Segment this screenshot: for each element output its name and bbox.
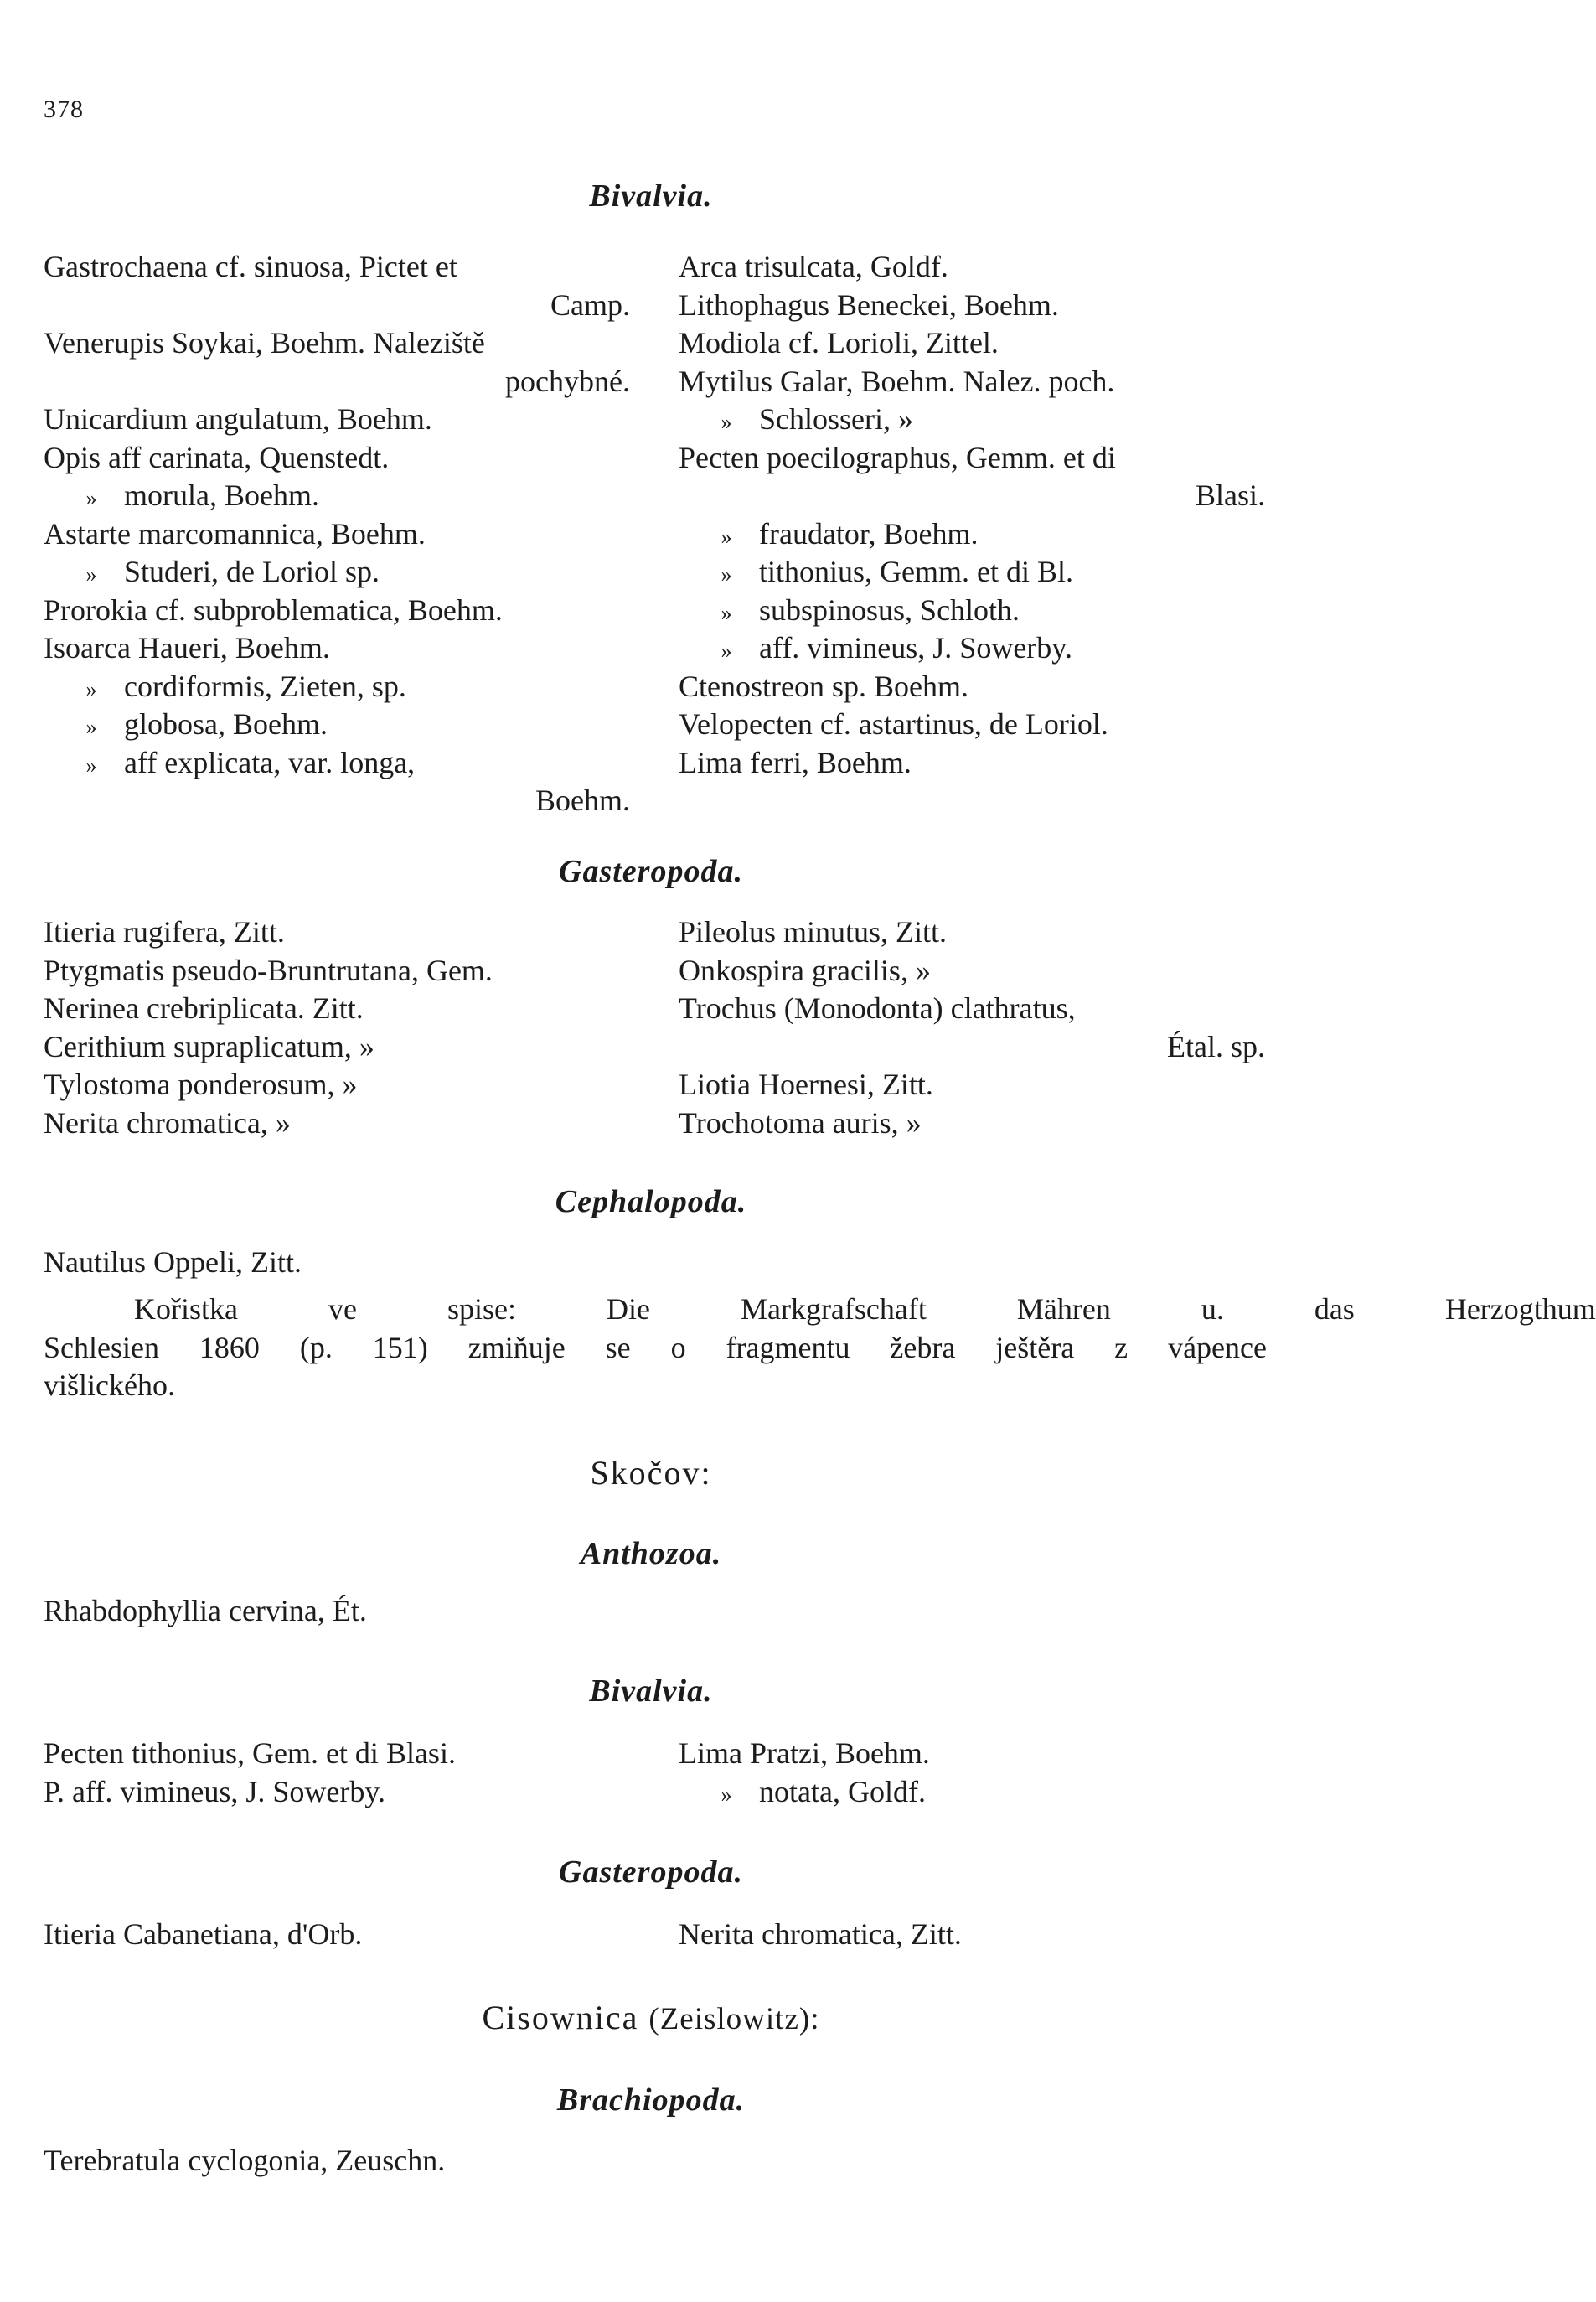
species-name: Nerinea crebriplicata. Zitt. <box>44 991 364 1025</box>
species-name: Étal. sp. <box>1167 1029 1265 1063</box>
species-name: Blasi. <box>1195 479 1265 512</box>
species-entry <box>679 248 1265 287</box>
heading-skocov-bivalvia: Bivalvia. <box>589 1673 713 1709</box>
species-entry <box>679 629 1265 668</box>
paragraph-word: vápence <box>1168 1330 1267 1364</box>
paragraph-word: 1860 <box>199 1330 260 1364</box>
skocov-gasteropoda-right-column <box>679 1916 1265 1954</box>
species-entry <box>679 363 1265 401</box>
ditto-mark: » <box>721 1782 732 1807</box>
paragraph-word: das <box>1314 1292 1355 1326</box>
species-entry <box>44 592 630 630</box>
paragraph-word: (p. <box>299 1330 333 1364</box>
species-entry <box>679 668 1265 706</box>
ditto-mark: » <box>721 410 732 434</box>
species-name: pochybné. <box>505 364 630 398</box>
species-entry <box>44 439 630 478</box>
paragraph-word: Herzogthum <box>1444 1292 1596 1326</box>
species-entry <box>44 744 630 783</box>
species-name: Pecten tithonius, Gem. et di Blasi. <box>44 1736 456 1770</box>
paragraph-word: Mähren <box>1016 1292 1111 1326</box>
species-name: Ptygmatis pseudo-Bruntrutana, Gem. <box>44 953 493 987</box>
ditto-mark: » <box>721 600 732 625</box>
species-entry <box>44 324 630 363</box>
species-entry-continuation <box>679 1028 1265 1067</box>
species-entry <box>679 1066 1265 1104</box>
koristka-paragraph <box>44 1291 1596 1405</box>
species-entry <box>44 1104 630 1143</box>
species-entry <box>44 1028 630 1067</box>
ditto-mark: » <box>721 562 732 587</box>
species-entry <box>44 1735 630 1773</box>
species-entry-continuation <box>44 287 630 325</box>
species-name: Nautilus Oppeli, Zitt. <box>44 1245 302 1279</box>
species-entry <box>44 668 630 706</box>
species-name: Astarte marcomannica, Boehm. <box>44 516 426 551</box>
species-entry <box>44 1773 630 1812</box>
species-entry <box>44 706 630 744</box>
species-entry <box>44 248 630 287</box>
locality-cisownica-title: Cisownica <box>482 1999 639 2036</box>
species-entry <box>44 2142 630 2180</box>
heading-cephalopoda: Cephalopoda. <box>555 1184 747 1219</box>
ditto-mark: » <box>721 524 732 549</box>
species-entry <box>44 629 630 668</box>
heading-brachiopoda: Brachiopoda. <box>556 2082 746 2118</box>
species-name: Mytilus Galar, Boehm. Nalez. poch. <box>679 364 1115 398</box>
species-entry <box>679 553 1265 592</box>
species-name: Lima Pratzi, Boehm. <box>679 1736 930 1770</box>
species-entry <box>44 952 630 991</box>
species-name: Studeri, de Loriol sp. <box>124 555 380 588</box>
species-name: cordiformis, Zieten, sp. <box>124 669 406 703</box>
paragraph-line <box>44 1329 1267 1368</box>
species-name: Trochus (Monodonta) clathratus, <box>679 991 1076 1025</box>
species-entry <box>44 990 630 1028</box>
species-name: Trochotoma auris, » <box>679 1105 922 1140</box>
skocov-bivalvia-left-column <box>44 1735 630 1811</box>
species-entry <box>44 1592 630 1631</box>
species-entry <box>44 477 630 515</box>
paragraph-word: žebra <box>890 1330 956 1364</box>
species-entry <box>44 1244 630 1282</box>
species-name: Nerita chromatica, » <box>44 1105 291 1140</box>
species-name: Onkospira gracilis, » <box>679 953 931 987</box>
paragraph-word: ještěra <box>995 1330 1075 1364</box>
ditto-mark: » <box>85 753 97 778</box>
paragraph-word: z <box>1114 1330 1129 1364</box>
page-number: 378 <box>44 96 84 123</box>
species-name: P. aff. vimineus, J. Sowerby. <box>44 1774 385 1808</box>
species-name: Terebratula cyclogonia, Zeuschn. <box>44 2144 446 2177</box>
species-entry <box>679 324 1265 363</box>
species-entry <box>44 913 630 952</box>
paragraph-word: o <box>670 1330 686 1364</box>
species-name: Itieria Cabanetiana, d'Orb. <box>44 1917 363 1951</box>
species-entry <box>44 1066 630 1104</box>
paragraph-word: Die <box>606 1292 650 1326</box>
species-entry <box>44 515 630 554</box>
paragraph-word: spise: <box>447 1292 516 1326</box>
species-entry <box>679 515 1265 554</box>
species-name: Rhabdophyllia cervina, Ét. <box>44 1594 367 1627</box>
species-name: Liotia Hoernesi, Zitt. <box>679 1068 933 1101</box>
species-entry <box>679 1773 1265 1812</box>
species-name: Modiola cf. Lorioli, Zittel. <box>679 326 999 360</box>
species-entry <box>679 744 1265 783</box>
species-name: globosa, Boehm. <box>124 707 328 741</box>
skocov-bivalvia-right-column <box>679 1735 1265 1811</box>
species-name: fraudator, Boehm. <box>759 516 979 551</box>
species-name: Nerita chromatica, Zitt. <box>679 1917 962 1951</box>
locality-cisownica <box>0 1998 1302 2037</box>
species-entry <box>679 592 1265 630</box>
species-entry <box>44 401 630 439</box>
paragraph-word: Markgrafschaft <box>740 1292 927 1326</box>
paragraph-word: ve <box>328 1292 357 1326</box>
species-name: Cerithium supraplicatum, » <box>44 1029 374 1063</box>
species-name: morula, Boehm. <box>124 479 319 512</box>
species-name: Unicardium angulatum, Boehm. <box>44 402 432 436</box>
bivalvia-left-column <box>44 248 630 820</box>
species-name: Velopecten cf. astartinus, de Loriol. <box>679 707 1108 741</box>
paragraph-word: Kořistka <box>134 1292 238 1326</box>
species-entry <box>679 706 1265 744</box>
species-entry-continuation <box>44 363 630 401</box>
species-entry-continuation <box>44 782 630 820</box>
species-entry <box>679 952 1265 991</box>
ditto-mark: » <box>85 676 97 701</box>
species-entry <box>679 990 1265 1028</box>
bivalvia-right-column <box>679 248 1265 782</box>
ditto-mark: » <box>85 486 97 510</box>
species-name: Camp. <box>550 287 630 322</box>
species-name: Boehm. <box>535 784 630 817</box>
species-entry <box>679 913 1265 952</box>
species-name: Venerupis Soykai, Boehm. Naleziště <box>44 326 485 360</box>
paragraph-word: zmiňuje <box>467 1330 566 1364</box>
paragraph-word: 151) <box>372 1330 428 1364</box>
paragraph-line: višlického. <box>44 1368 175 1402</box>
species-name: tithonius, Gemm. et di Bl. <box>759 555 1073 588</box>
species-name: Arca trisulcata, Goldf. <box>679 250 948 283</box>
species-entry <box>679 1104 1265 1143</box>
gasteropoda-right-column <box>679 913 1265 1142</box>
species-name: Opis aff carinata, Quenstedt. <box>44 440 390 474</box>
anthozoa-left-column <box>44 1592 630 1631</box>
heading-bivalvia: Bivalvia. <box>589 178 713 214</box>
heading-skocov-gasteropoda: Gasteropoda. <box>559 1855 743 1890</box>
species-entry <box>679 1735 1265 1773</box>
species-entry <box>679 287 1265 325</box>
species-name: Isoarca Haueri, Boehm. <box>44 631 330 665</box>
paragraph-word: Schlesien <box>44 1330 159 1364</box>
ditto-mark: » <box>721 639 732 663</box>
species-name: aff. vimineus, J. Sowerby. <box>759 631 1072 665</box>
locality-skocov: Skočov: <box>590 1454 712 1492</box>
species-name: Gastrochaena cf. sinuosa, Pictet et <box>44 250 457 283</box>
species-name: Pileolus minutus, Zitt. <box>679 915 948 949</box>
species-name: Lithophagus Beneckei, Boehm. <box>679 287 1059 322</box>
species-name: Schlosseri, » <box>759 402 913 436</box>
species-name: aff explicata, var. longa, <box>124 745 416 779</box>
species-name: notata, Goldf. <box>759 1774 926 1808</box>
paragraph-word: fragmentu <box>726 1330 850 1364</box>
heading-anthozoa: Anthozoa. <box>580 1536 722 1571</box>
species-entry <box>679 1916 1265 1954</box>
species-name: Lima ferri, Boehm. <box>679 745 912 779</box>
species-entry-continuation <box>679 477 1265 515</box>
species-entry <box>679 439 1265 478</box>
species-entry <box>679 401 1265 439</box>
heading-gasteropoda: Gasteropoda. <box>559 854 743 889</box>
species-name: Tylostoma ponderosum, » <box>44 1068 358 1101</box>
species-entry <box>44 553 630 592</box>
brachiopoda-left-column <box>44 2142 630 2180</box>
paragraph-word: u. <box>1201 1292 1224 1326</box>
species-name: Prorokia cf. subproblematica, Boehm. <box>44 592 503 627</box>
species-name: Pecten poecilographus, Gemm. et di <box>679 440 1116 474</box>
species-name: Itieria rugifera, Zitt. <box>44 915 285 949</box>
paragraph-line <box>44 1291 1596 1329</box>
gasteropoda-left-column <box>44 913 630 1142</box>
locality-cisownica-subtitle: (Zeislowitz): <box>648 2002 820 2036</box>
ditto-mark: » <box>85 715 97 739</box>
ditto-mark: » <box>85 562 97 587</box>
species-name: subspinosus, Schloth. <box>759 592 1020 627</box>
cephalopoda-left-column <box>44 1244 630 1282</box>
skocov-gasteropoda-left-column <box>44 1916 630 1954</box>
paragraph-word: se <box>605 1330 631 1364</box>
species-entry <box>44 1916 630 1954</box>
species-name: Ctenostreon sp. Boehm. <box>679 669 968 703</box>
